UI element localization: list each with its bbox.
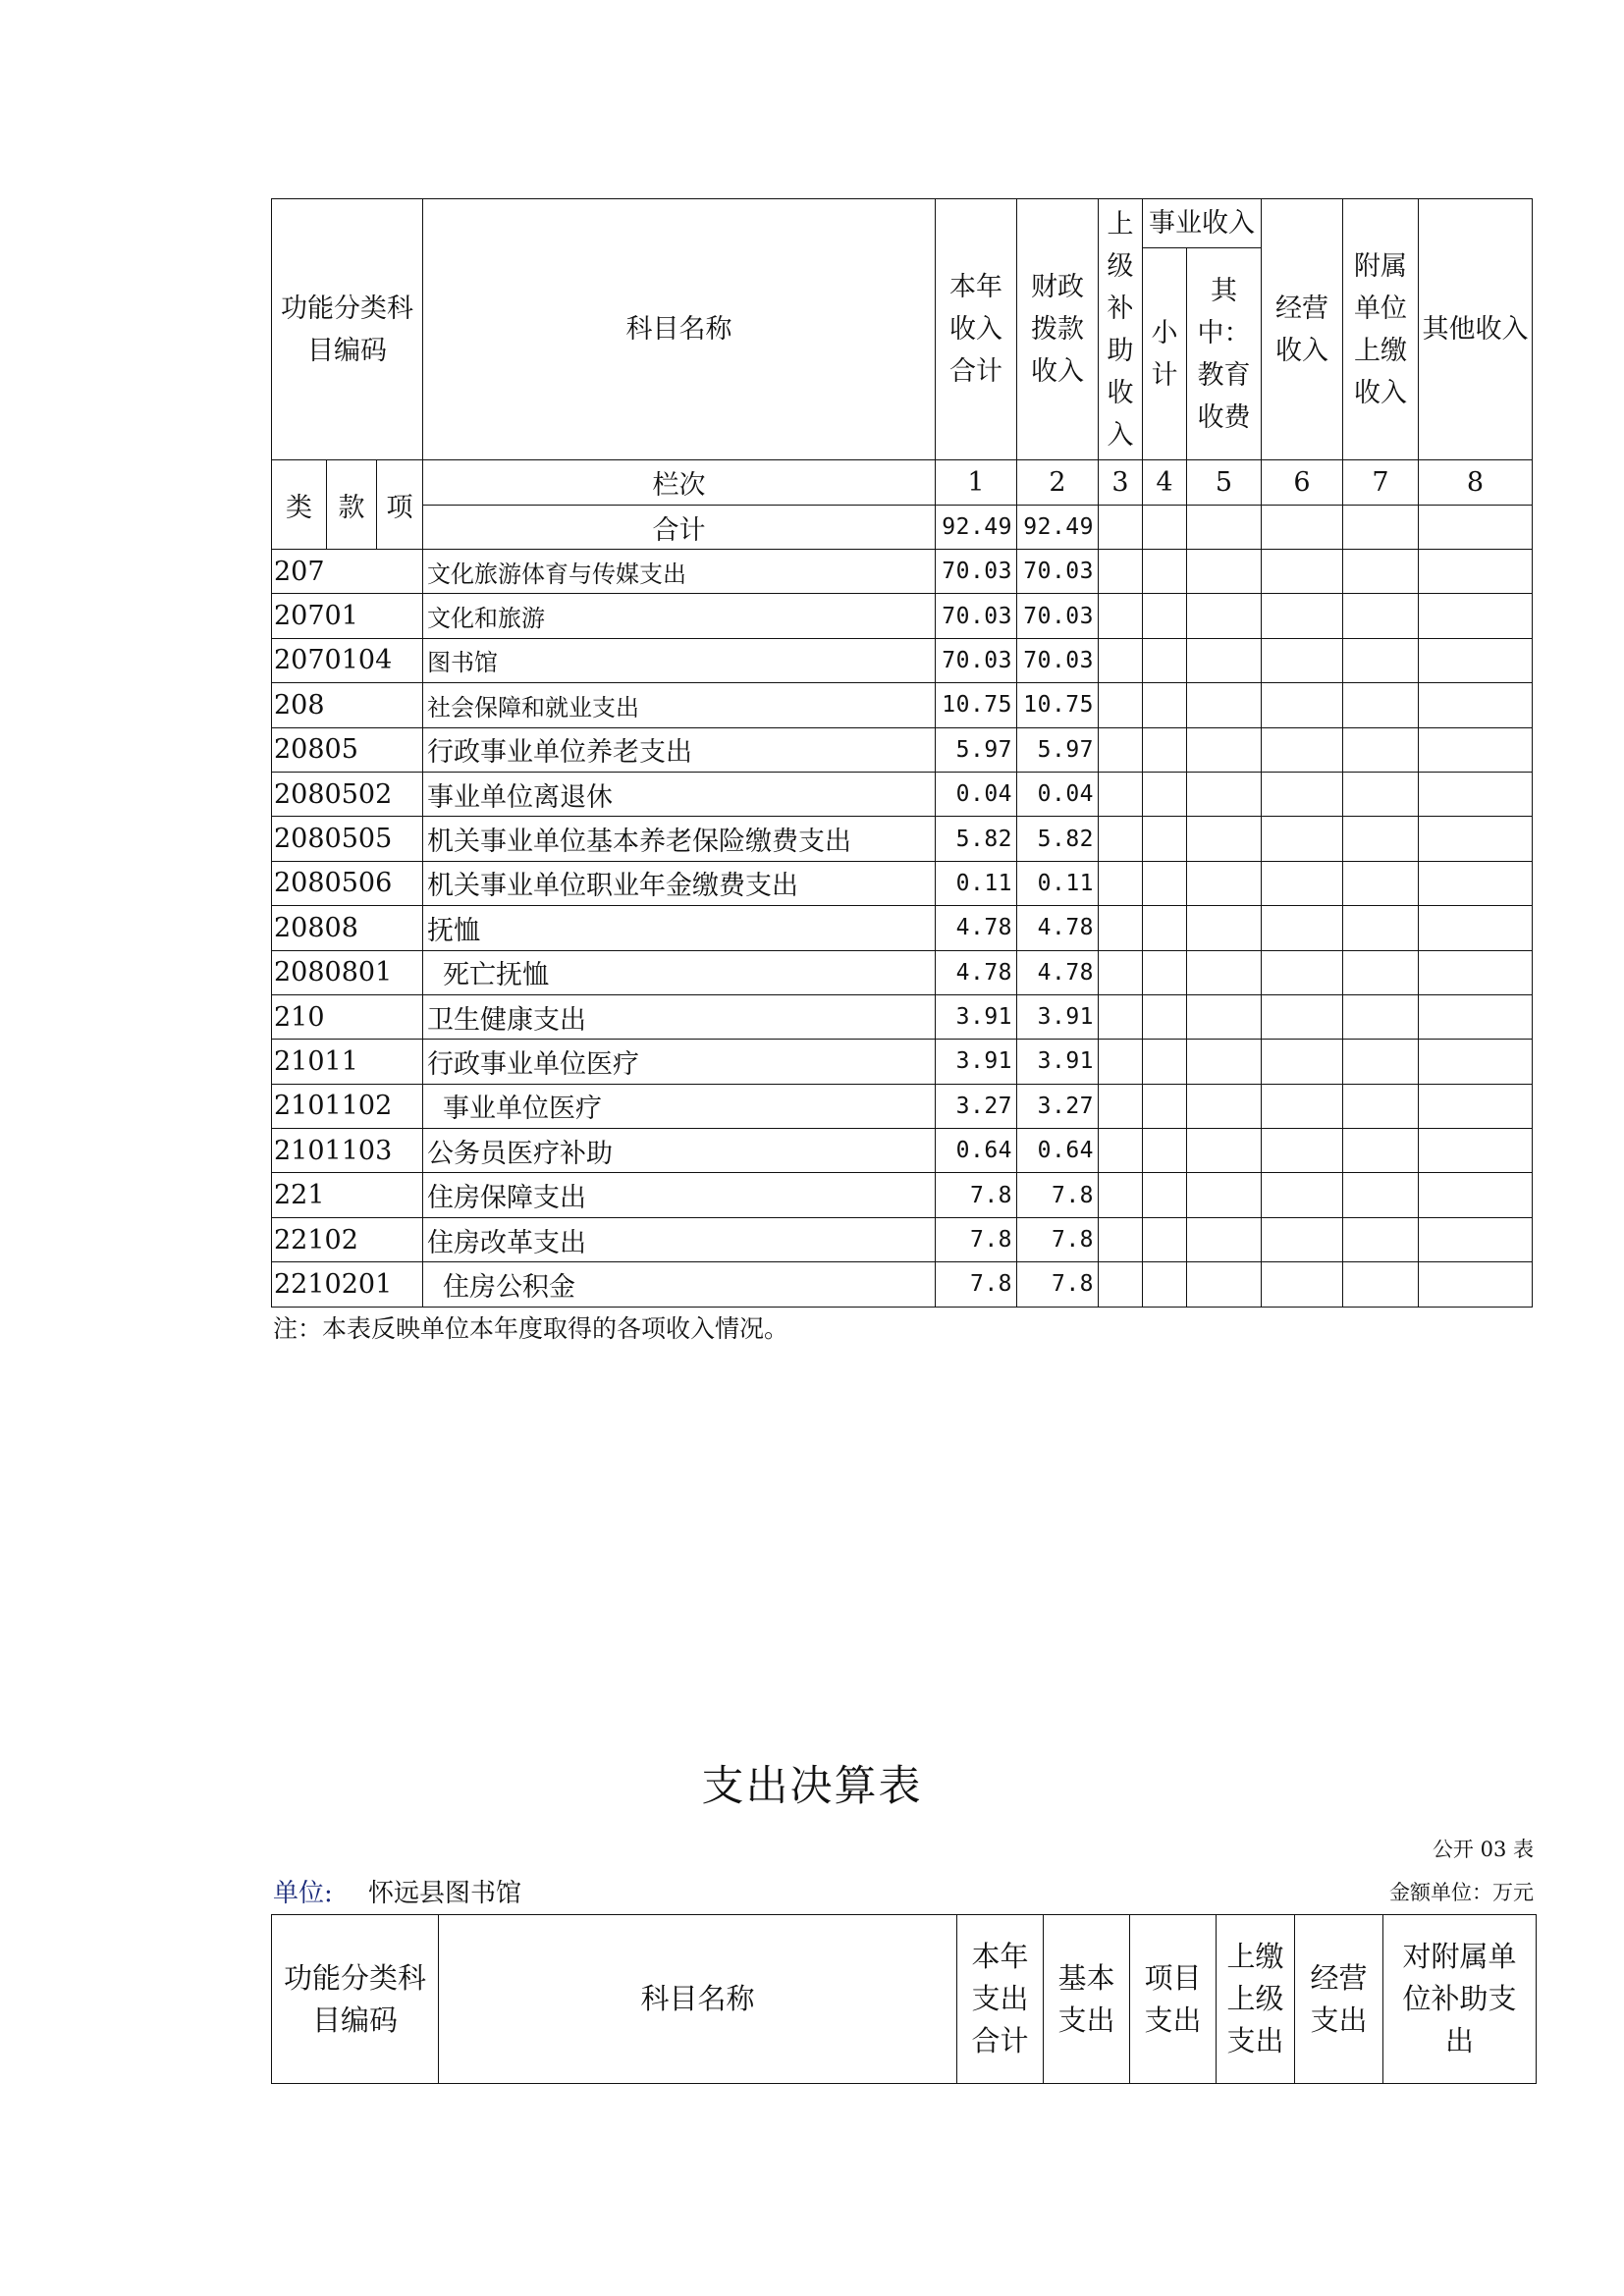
row-name: 住房保障支出 bbox=[423, 1173, 936, 1217]
empty-cell bbox=[1143, 550, 1187, 594]
header-subtotal: 小计 bbox=[1143, 248, 1187, 460]
header-business: 事业收入 bbox=[1143, 199, 1262, 248]
empty-cell bbox=[1143, 772, 1187, 816]
empty-cell bbox=[1099, 994, 1143, 1039]
empty-cell bbox=[1099, 550, 1143, 594]
row-code: 221 bbox=[272, 1173, 423, 1217]
exp-header-code: 功能分类科目编码 bbox=[272, 1915, 439, 2084]
table-row bbox=[272, 994, 1533, 1039]
empty-cell bbox=[1187, 1262, 1262, 1307]
empty-cell bbox=[1099, 772, 1143, 816]
total-fiscal: 92.49 bbox=[1017, 506, 1099, 550]
header-other: 其他收入 bbox=[1419, 199, 1533, 460]
row-total: 3.27 bbox=[936, 1084, 1017, 1128]
empty-cell bbox=[1419, 1217, 1533, 1261]
row-fiscal: 7.8 bbox=[1017, 1217, 1099, 1261]
empty-cell bbox=[1099, 1262, 1143, 1307]
header-education: 其中：教育收费 bbox=[1187, 248, 1262, 460]
header-superior: 上级补助收入 bbox=[1099, 199, 1143, 460]
table-row bbox=[272, 1173, 1533, 1217]
row-total: 0.04 bbox=[936, 772, 1017, 816]
empty-cell bbox=[1262, 1040, 1343, 1084]
row-name: 图书馆 bbox=[423, 638, 936, 682]
row-fiscal: 5.97 bbox=[1017, 727, 1099, 772]
row-total: 7.8 bbox=[936, 1173, 1017, 1217]
empty-cell bbox=[1343, 1040, 1419, 1084]
row-name: 住房公积金 bbox=[423, 1262, 936, 1307]
header-xiang: 项 bbox=[377, 460, 423, 550]
empty-cell bbox=[1343, 861, 1419, 905]
exp-header-name: 科目名称 bbox=[439, 1915, 957, 2084]
row-code: 20701 bbox=[272, 594, 423, 638]
row-fiscal: 3.91 bbox=[1017, 994, 1099, 1039]
table-row bbox=[272, 594, 1533, 638]
row-code: 2080505 bbox=[272, 817, 423, 861]
row-total: 10.75 bbox=[936, 683, 1017, 727]
table-row bbox=[272, 817, 1533, 861]
table-row bbox=[272, 1262, 1533, 1307]
header-affiliated: 附属单位上缴收入 bbox=[1343, 199, 1419, 460]
row-fiscal: 7.8 bbox=[1017, 1173, 1099, 1217]
row-fiscal: 0.11 bbox=[1017, 861, 1099, 905]
row-fiscal: 3.91 bbox=[1017, 1040, 1099, 1084]
empty-cell bbox=[1143, 1262, 1187, 1307]
empty-cell bbox=[1419, 772, 1533, 816]
unit-label: 单位: bbox=[273, 1879, 333, 1908]
empty-cell bbox=[1187, 1040, 1262, 1084]
empty-cell bbox=[1143, 994, 1187, 1039]
row-total: 4.78 bbox=[936, 906, 1017, 950]
empty-cell bbox=[1143, 861, 1187, 905]
empty-cell bbox=[1099, 817, 1143, 861]
column-number-label: 栏次 bbox=[423, 460, 936, 506]
empty-cell bbox=[1419, 1262, 1533, 1307]
header-name: 科目名称 bbox=[423, 199, 936, 460]
header-code: 功能分类科目编码 bbox=[272, 199, 423, 460]
col-num: 8 bbox=[1419, 460, 1533, 506]
income-table bbox=[271, 198, 1533, 1308]
empty-cell bbox=[1343, 950, 1419, 994]
row-code: 2080506 bbox=[272, 861, 423, 905]
row-code: 2080801 bbox=[272, 950, 423, 994]
empty-cell bbox=[1262, 683, 1343, 727]
row-name: 抚恤 bbox=[423, 906, 936, 950]
empty-cell bbox=[1343, 1173, 1419, 1217]
empty-cell bbox=[1143, 638, 1187, 682]
empty-cell bbox=[1262, 1084, 1343, 1128]
exp-header-operating: 经营支出 bbox=[1295, 1915, 1383, 2084]
form-code: 公开 03 表 bbox=[1432, 1838, 1534, 1861]
row-code: 2070104 bbox=[272, 638, 423, 682]
row-fiscal: 70.03 bbox=[1017, 594, 1099, 638]
row-name: 机关事业单位职业年金缴费支出 bbox=[423, 861, 936, 905]
row-fiscal: 5.82 bbox=[1017, 817, 1099, 861]
empty-cell bbox=[1099, 1084, 1143, 1128]
empty-cell bbox=[1419, 594, 1533, 638]
empty-cell bbox=[1187, 950, 1262, 994]
empty-cell bbox=[1099, 1040, 1143, 1084]
row-code: 21011 bbox=[272, 1040, 423, 1084]
exp-header-remit: 上缴上级支出 bbox=[1217, 1915, 1295, 2084]
empty-cell bbox=[1343, 727, 1419, 772]
exp-header-total: 本年支出合计 bbox=[957, 1915, 1044, 2084]
empty-cell bbox=[1143, 1040, 1187, 1084]
empty-cell bbox=[1262, 638, 1343, 682]
empty-cell bbox=[1187, 727, 1262, 772]
row-code: 20805 bbox=[272, 727, 423, 772]
row-total: 5.82 bbox=[936, 817, 1017, 861]
row-total: 0.11 bbox=[936, 861, 1017, 905]
row-fiscal: 4.78 bbox=[1017, 906, 1099, 950]
empty-cell bbox=[1343, 994, 1419, 1039]
row-total: 4.78 bbox=[936, 950, 1017, 994]
empty-cell bbox=[1419, 906, 1533, 950]
row-code: 207 bbox=[272, 550, 423, 594]
empty-cell bbox=[1343, 683, 1419, 727]
header-total: 本年收入合计 bbox=[936, 199, 1017, 460]
header-cls: 类 bbox=[272, 460, 327, 550]
empty-cell bbox=[1187, 994, 1262, 1039]
row-fiscal: 10.75 bbox=[1017, 683, 1099, 727]
row-fiscal: 3.27 bbox=[1017, 1084, 1099, 1128]
table-row bbox=[272, 950, 1533, 994]
row-fiscal: 0.04 bbox=[1017, 772, 1099, 816]
empty-cell bbox=[1419, 861, 1533, 905]
row-code: 2080502 bbox=[272, 772, 423, 816]
row-name: 机关事业单位基本养老保险缴费支出 bbox=[423, 817, 936, 861]
empty-cell bbox=[1419, 683, 1533, 727]
unit-name: 怀远县图书馆 bbox=[368, 1879, 522, 1908]
col-num: 6 bbox=[1262, 460, 1343, 506]
table-row bbox=[272, 772, 1533, 816]
table-row bbox=[272, 683, 1533, 727]
empty-cell bbox=[1419, 1084, 1533, 1128]
empty-cell bbox=[1187, 906, 1262, 950]
empty-cell bbox=[1419, 817, 1533, 861]
empty-cell bbox=[1143, 906, 1187, 950]
empty-cell bbox=[1262, 772, 1343, 816]
empty-cell bbox=[1419, 1040, 1533, 1084]
row-total: 3.91 bbox=[936, 994, 1017, 1039]
row-code: 2101103 bbox=[272, 1129, 423, 1173]
total-label: 合计 bbox=[423, 506, 936, 550]
empty-cell bbox=[1187, 683, 1262, 727]
empty-cell bbox=[1099, 683, 1143, 727]
row-code: 210 bbox=[272, 994, 423, 1039]
empty-cell bbox=[1099, 594, 1143, 638]
row-name: 行政事业单位医疗 bbox=[423, 1040, 936, 1084]
exp-header-project: 项目支出 bbox=[1130, 1915, 1217, 2084]
empty-cell bbox=[1143, 1217, 1187, 1261]
col-num: 2 bbox=[1017, 460, 1099, 506]
empty-cell bbox=[1262, 994, 1343, 1039]
empty-cell bbox=[1343, 550, 1419, 594]
row-code: 2101102 bbox=[272, 1084, 423, 1128]
row-total: 3.91 bbox=[936, 1040, 1017, 1084]
row-fiscal: 4.78 bbox=[1017, 950, 1099, 994]
table-note: 注：本表反映单位本年度取得的各项收入情况。 bbox=[273, 1314, 789, 1343]
table-row bbox=[272, 727, 1533, 772]
empty-cell bbox=[1343, 906, 1419, 950]
empty-cell bbox=[1419, 950, 1533, 994]
empty-cell bbox=[1143, 727, 1187, 772]
table-row bbox=[272, 550, 1533, 594]
empty-cell bbox=[1343, 1129, 1419, 1173]
row-name: 卫生健康支出 bbox=[423, 994, 936, 1039]
empty-cell bbox=[1099, 1173, 1143, 1217]
row-name: 住房改革支出 bbox=[423, 1217, 936, 1261]
empty-cell bbox=[1262, 1129, 1343, 1173]
empty-cell bbox=[1419, 638, 1533, 682]
row-name: 死亡抚恤 bbox=[423, 950, 936, 994]
col-num: 3 bbox=[1099, 460, 1143, 506]
row-code: 2210201 bbox=[272, 1262, 423, 1307]
row-total: 70.03 bbox=[936, 550, 1017, 594]
row-code: 208 bbox=[272, 683, 423, 727]
empty-cell bbox=[1143, 1084, 1187, 1128]
row-total: 70.03 bbox=[936, 594, 1017, 638]
exp-header-basic: 基本支出 bbox=[1044, 1915, 1130, 2084]
expenditure-table bbox=[271, 1914, 1537, 2084]
empty-cell bbox=[1099, 1129, 1143, 1173]
empty-cell bbox=[1262, 594, 1343, 638]
row-fiscal: 7.8 bbox=[1017, 1262, 1099, 1307]
row-code: 20808 bbox=[272, 906, 423, 950]
empty-cell bbox=[1343, 1262, 1419, 1307]
empty-cell bbox=[1343, 817, 1419, 861]
empty-cell bbox=[1419, 550, 1533, 594]
unit-row bbox=[273, 1873, 549, 1909]
header-fiscal: 财政拨款收入 bbox=[1017, 199, 1099, 460]
empty-cell bbox=[1187, 594, 1262, 638]
empty-cell bbox=[1187, 1173, 1262, 1217]
empty-cell bbox=[1262, 950, 1343, 994]
row-name: 事业单位离退休 bbox=[423, 772, 936, 816]
total-amount: 92.49 bbox=[936, 506, 1017, 550]
header-kuan: 款 bbox=[327, 460, 377, 550]
table-row bbox=[272, 1129, 1533, 1173]
table-row bbox=[272, 861, 1533, 905]
empty-cell bbox=[1099, 638, 1143, 682]
row-total: 70.03 bbox=[936, 638, 1017, 682]
row-name: 行政事业单位养老支出 bbox=[423, 727, 936, 772]
empty-cell bbox=[1143, 1129, 1187, 1173]
table-row bbox=[272, 1217, 1533, 1261]
amount-unit: 金额单位：万元 bbox=[1389, 1881, 1534, 1904]
empty-cell bbox=[1343, 638, 1419, 682]
empty-cell bbox=[1143, 1173, 1187, 1217]
table-row bbox=[272, 638, 1533, 682]
table-row bbox=[272, 1084, 1533, 1128]
empty-cell bbox=[1099, 906, 1143, 950]
empty-cell bbox=[1343, 1084, 1419, 1128]
empty-cell bbox=[1099, 861, 1143, 905]
row-fiscal: 70.03 bbox=[1017, 638, 1099, 682]
empty-cell bbox=[1187, 550, 1262, 594]
col-num: 1 bbox=[936, 460, 1017, 506]
empty-cell bbox=[1262, 861, 1343, 905]
row-code: 22102 bbox=[272, 1217, 423, 1261]
row-total: 0.64 bbox=[936, 1129, 1017, 1173]
empty-cell bbox=[1262, 906, 1343, 950]
header-operating: 经营收入 bbox=[1262, 199, 1343, 460]
row-total: 7.8 bbox=[936, 1217, 1017, 1261]
row-fiscal: 0.64 bbox=[1017, 1129, 1099, 1173]
empty-cell bbox=[1187, 772, 1262, 816]
empty-cell bbox=[1343, 594, 1419, 638]
empty-cell bbox=[1099, 727, 1143, 772]
row-name: 事业单位医疗 bbox=[423, 1084, 936, 1128]
empty-cell bbox=[1262, 817, 1343, 861]
empty-cell bbox=[1143, 817, 1187, 861]
empty-cell bbox=[1143, 950, 1187, 994]
col-num: 7 bbox=[1343, 460, 1419, 506]
empty-cell bbox=[1343, 772, 1419, 816]
row-name: 文化旅游体育与传媒支出 bbox=[423, 550, 936, 594]
row-total: 5.97 bbox=[936, 727, 1017, 772]
empty-cell bbox=[1187, 817, 1262, 861]
table-row bbox=[272, 906, 1533, 950]
empty-cell bbox=[1262, 1173, 1343, 1217]
empty-cell bbox=[1187, 1217, 1262, 1261]
empty-cell bbox=[1099, 1217, 1143, 1261]
empty-cell bbox=[1343, 1217, 1419, 1261]
row-fiscal: 70.03 bbox=[1017, 550, 1099, 594]
empty-cell bbox=[1187, 861, 1262, 905]
exp-header-subsidy: 对附属单位补助支出 bbox=[1383, 1915, 1537, 2084]
row-name: 社会保障和就业支出 bbox=[423, 683, 936, 727]
row-name: 公务员医疗补助 bbox=[423, 1129, 936, 1173]
empty-cell bbox=[1419, 1129, 1533, 1173]
empty-cell bbox=[1187, 638, 1262, 682]
empty-cell bbox=[1262, 1217, 1343, 1261]
empty-cell bbox=[1187, 1129, 1262, 1173]
empty-cell bbox=[1262, 727, 1343, 772]
empty-cell bbox=[1143, 683, 1187, 727]
empty-cell bbox=[1099, 950, 1143, 994]
empty-cell bbox=[1262, 1262, 1343, 1307]
empty-cell bbox=[1419, 727, 1533, 772]
empty-cell bbox=[1419, 1173, 1533, 1217]
empty-cell bbox=[1419, 994, 1533, 1039]
col-num: 4 bbox=[1143, 460, 1187, 506]
empty-cell bbox=[1143, 594, 1187, 638]
expenditure-title: 支出决算表 bbox=[701, 1762, 923, 1811]
row-total: 7.8 bbox=[936, 1262, 1017, 1307]
col-num: 5 bbox=[1187, 460, 1262, 506]
empty-cell bbox=[1187, 1084, 1262, 1128]
empty-cell bbox=[1262, 550, 1343, 594]
table-row bbox=[272, 1040, 1533, 1084]
row-name: 文化和旅游 bbox=[423, 594, 936, 638]
